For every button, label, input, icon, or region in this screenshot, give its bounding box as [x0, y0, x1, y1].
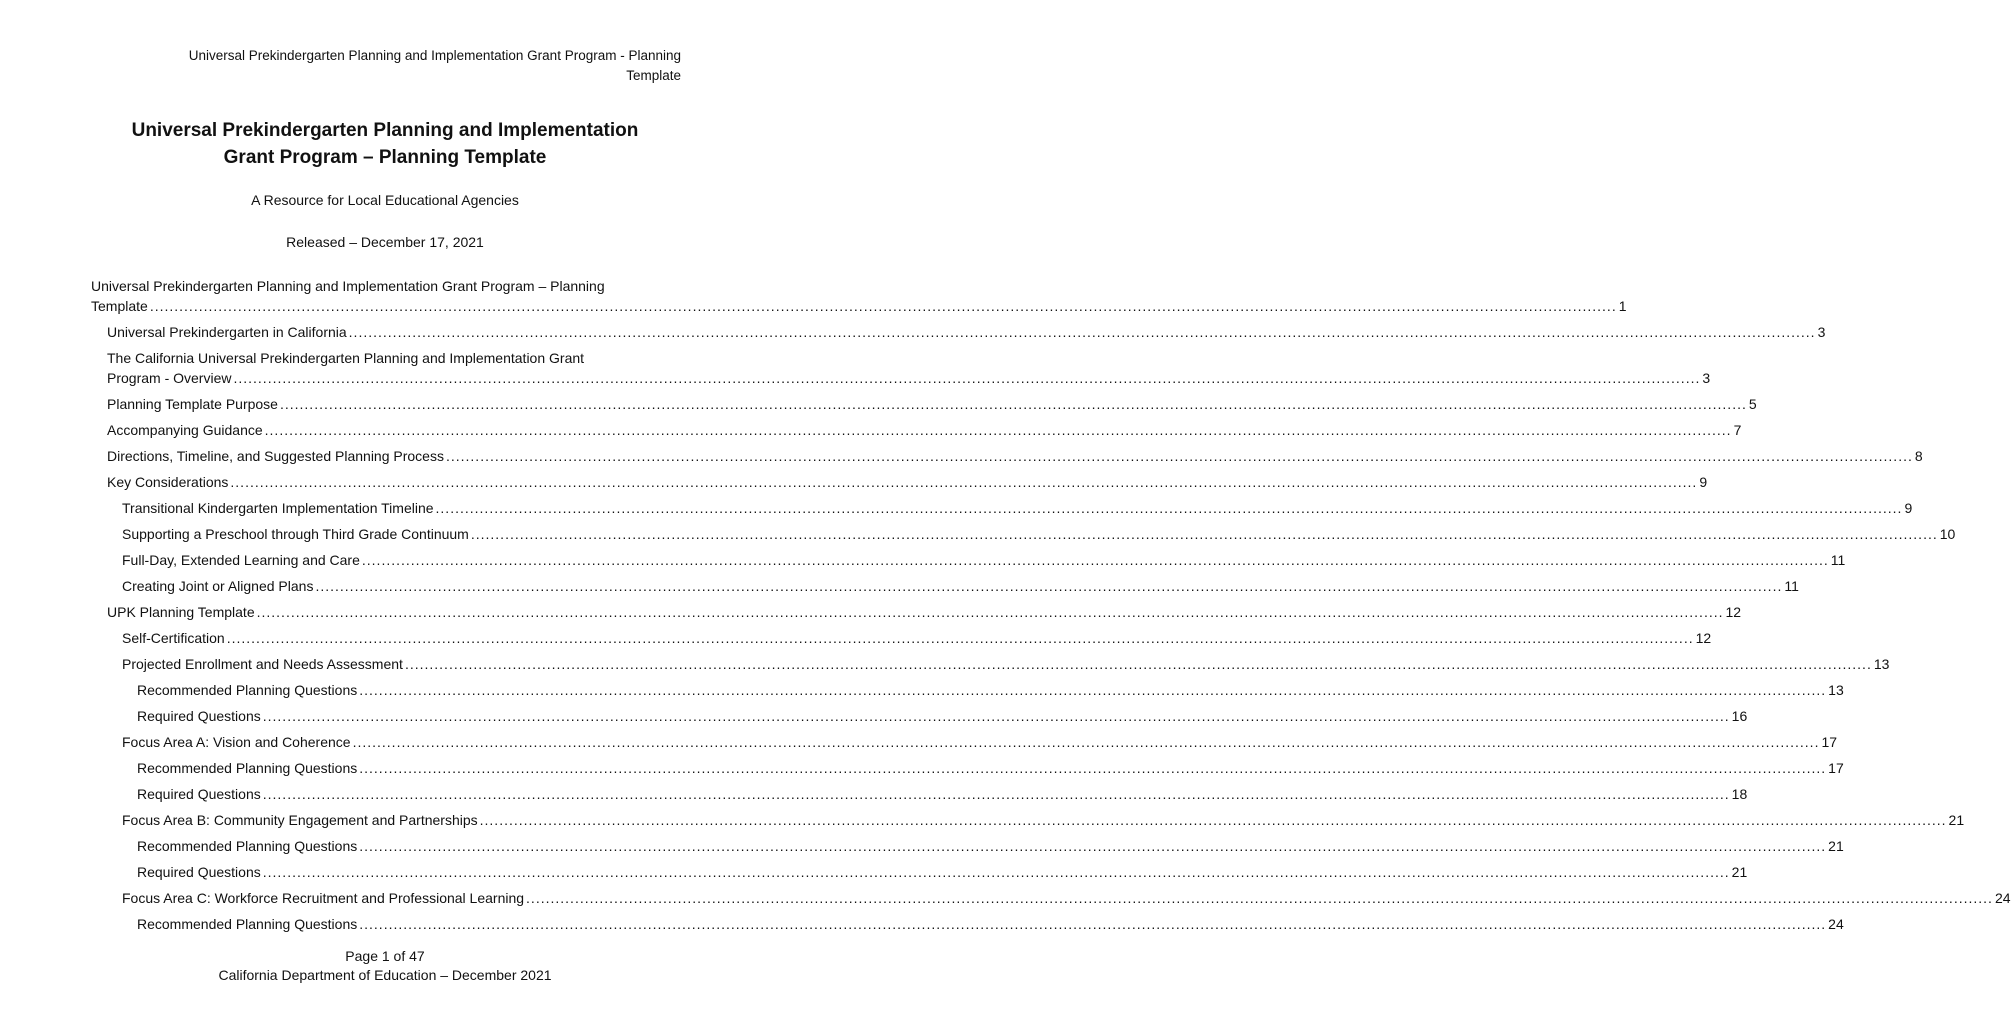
toc-page-number: 11: [1830, 552, 1846, 568]
toc-entry-text: Planning Template Purpose: [107, 396, 278, 412]
toc-page-number: 13: [1873, 656, 1890, 672]
toc-leader-dots: ............................................................................................................................................................................................................................................................................................................: [262, 708, 1730, 724]
toc-leader-dots: ............................................................................................................................................................................................................................................................................................................: [262, 864, 1730, 880]
toc-leader-dots: ............................................................................................................................................................................................................................................................................................................: [315, 578, 1783, 594]
toc-page-number: 12: [1725, 604, 1742, 620]
toc-entry-text: Universal Prekindergarten in California: [107, 324, 347, 340]
toc-entry[interactable]: [91, 498, 1913, 518]
toc-page-number: 10: [1939, 526, 1956, 542]
document-title: [0, 117, 770, 171]
toc-entry-text: Focus Area C: Workforce Recruitment and Professional Learning: [122, 890, 525, 906]
toc-page-number: 11: [1784, 578, 1799, 594]
toc-page-number: 13: [1828, 682, 1844, 698]
toc-page-number: 12: [1695, 630, 1712, 646]
toc-leader-dots: ............................................................................................................................................................................................................................................................................................................: [352, 734, 1820, 750]
toc-entry[interactable]: [91, 888, 2011, 908]
toc-entry[interactable]: [91, 420, 1742, 440]
page-footer: [0, 947, 770, 985]
toc-leader-dots: ............................................................................................................................................................................................................................................................................................................: [526, 890, 1993, 906]
toc-page-number: 18: [1731, 786, 1748, 802]
page-number: Page 1 of 47: [345, 948, 425, 964]
toc-leader-dots: ............................................................................................................................................................................................................................................................................................................: [279, 396, 1747, 412]
toc-page-number: 5: [1748, 396, 1757, 412]
toc-leader-dots: ............................................................................................................................................................................................................................................................................................................: [226, 630, 1694, 646]
running-header-line-1: Universal Prekindergarten Planning and Implementation Grant Program - Planning: [188, 48, 681, 63]
toc-entry-text: Self-Certification: [122, 630, 225, 646]
toc-page-number: 3: [1702, 370, 1711, 386]
toc-entry[interactable]: [91, 524, 1956, 544]
toc-entry-text: Projected Enrollment and Needs Assessment: [122, 656, 403, 672]
toc-leader-dots: ............................................................................................................................................................................................................................................................................................................: [359, 760, 1827, 776]
toc-entry-text: Full-Day, Extended Learning and Care: [122, 552, 360, 568]
toc-page-number: 17: [1828, 760, 1844, 776]
toc-leader-dots: ............................................................................................................................................................................................................................................................................................................: [359, 682, 1827, 698]
toc-page-number: 9: [1904, 500, 1913, 516]
toc-entry-text: Transitional Kindergarten Implementation Timeline: [122, 500, 434, 516]
toc-page-number: 21: [1828, 838, 1844, 854]
toc-entry[interactable]: [91, 602, 1742, 622]
toc-entry[interactable]: [91, 810, 1965, 830]
table-of-contents: [91, 276, 2011, 940]
toc-entry[interactable]: [91, 550, 1846, 570]
toc-entry-text-line-1: The California Universal Prekindergarten Planning and Implementation Grant: [107, 350, 585, 366]
toc-leader-dots: ............................................................................................................................................................................................................................................................................................................: [361, 552, 1829, 568]
toc-leader-dots: ............................................................................................................................................................................................................................................................................................................: [470, 526, 1938, 542]
toc-leader-dots: ............................................................................................................................................................................................................................................................................................................: [479, 812, 1947, 828]
toc-leader-dots: ............................................................................................................................................................................................................................................................................................................: [264, 422, 1732, 438]
toc-entry[interactable]: [91, 446, 1923, 466]
toc-leader-dots: ............................................................................................................................................................................................................................................................................................................: [359, 916, 1827, 932]
document-title-line-2: Grant Program – Planning Template: [223, 147, 547, 168]
footer-organization: California Department of Education – December 2021: [218, 967, 552, 983]
toc-entry-text: UPK Planning Template: [107, 604, 255, 620]
toc-entry[interactable]: [91, 836, 1844, 856]
toc-page-number: 17: [1821, 734, 1838, 750]
toc-page-number: 21: [1948, 812, 1965, 828]
toc-entry[interactable]: [91, 862, 1748, 882]
toc-entry-text: Key Considerations: [107, 474, 229, 490]
toc-entry-text: Recommended Planning Questions: [137, 682, 358, 698]
toc-entry-text-line-1: Universal Prekindergarten Planning and Implementation Grant Program – Planning: [91, 278, 605, 294]
toc-entry-text-line-2: Program - Overview: [107, 370, 232, 386]
toc-entry-text: Recommended Planning Questions: [137, 916, 358, 932]
toc-leader-dots: ............................................................................................................................................................................................................................................................................................................: [149, 298, 1617, 314]
toc-leader-dots: ............................................................................................................................................................................................................................................................................................................: [233, 370, 1701, 386]
running-header: [81, 46, 681, 86]
toc-entry[interactable]: [91, 784, 1748, 804]
toc-entry-text: Recommended Planning Questions: [137, 838, 358, 854]
toc-leader-dots: ............................................................................................................................................................................................................................................................................................................: [256, 604, 1724, 620]
toc-page-number: 24: [1828, 916, 1844, 932]
toc-entry-text: Recommended Planning Questions: [137, 760, 358, 776]
toc-entry-text: Focus Area B: Community Engagement and Partnerships: [122, 812, 478, 828]
toc-leader-dots: ............................................................................................................................................................................................................................................................................................................: [445, 448, 1913, 464]
release-date: Released – December 17, 2021: [286, 234, 484, 250]
toc-leader-dots: ............................................................................................................................................................................................................................................................................................................: [348, 324, 1816, 340]
toc-page-number: 7: [1733, 422, 1742, 438]
toc-entry-text: Required Questions: [137, 786, 261, 802]
toc-entry[interactable]: [91, 732, 1838, 752]
toc-entry[interactable]: [91, 680, 1844, 700]
toc-entry[interactable]: [91, 758, 1844, 778]
toc-entry[interactable]: [91, 706, 1748, 726]
toc-page-number: 16: [1731, 708, 1748, 724]
toc-entry[interactable]: [91, 654, 1890, 674]
toc-entry-text: Required Questions: [137, 864, 261, 880]
toc-entry-text: Focus Area A: Vision and Coherence: [122, 734, 351, 750]
toc-entry-text: Accompanying Guidance: [107, 422, 263, 438]
toc-page-number: 24: [1994, 890, 2011, 906]
toc-leader-dots: ............................................................................................................................................................................................................................................................................................................: [359, 838, 1827, 854]
toc-entry[interactable]: [91, 576, 1799, 596]
toc-leader-dots: ............................................................................................................................................................................................................................................................................................................: [435, 500, 1903, 516]
toc-entry-text: Supporting a Preschool through Third Grade Continuum: [122, 526, 469, 542]
toc-leader-dots: ............................................................................................................................................................................................................................................................................................................: [230, 474, 1698, 490]
toc-entry[interactable]: [91, 472, 1708, 492]
toc-entry[interactable]: [91, 348, 1711, 388]
document-subtitle: A Resource for Local Educational Agencies: [251, 192, 519, 208]
toc-entry[interactable]: [91, 276, 1627, 316]
toc-entry-text: Creating Joint or Aligned Plans: [122, 578, 314, 594]
document-title-line-1: Universal Prekindergarten Planning and Implementation: [131, 120, 639, 141]
toc-leader-dots: ............................................................................................................................................................................................................................................................................................................: [404, 656, 1872, 672]
toc-entry[interactable]: [91, 628, 1712, 648]
toc-entry-text-line-2: Template: [91, 298, 148, 314]
toc-page-number: 21: [1731, 864, 1748, 880]
toc-leader-dots: ............................................................................................................................................................................................................................................................................................................: [262, 786, 1730, 802]
running-header-line-2: Template: [626, 68, 681, 83]
toc-entry[interactable]: [91, 394, 1757, 414]
toc-entry-text: Required Questions: [137, 708, 261, 724]
toc-page-number: 9: [1699, 474, 1708, 490]
toc-page-number: 8: [1914, 448, 1923, 464]
toc-entry[interactable]: [91, 322, 1826, 342]
toc-page-number: 1: [1618, 298, 1627, 314]
toc-entry[interactable]: [91, 914, 1844, 934]
toc-entry-text: Directions, Timeline, and Suggested Planning Process: [107, 448, 444, 464]
toc-page-number: 3: [1817, 324, 1826, 340]
